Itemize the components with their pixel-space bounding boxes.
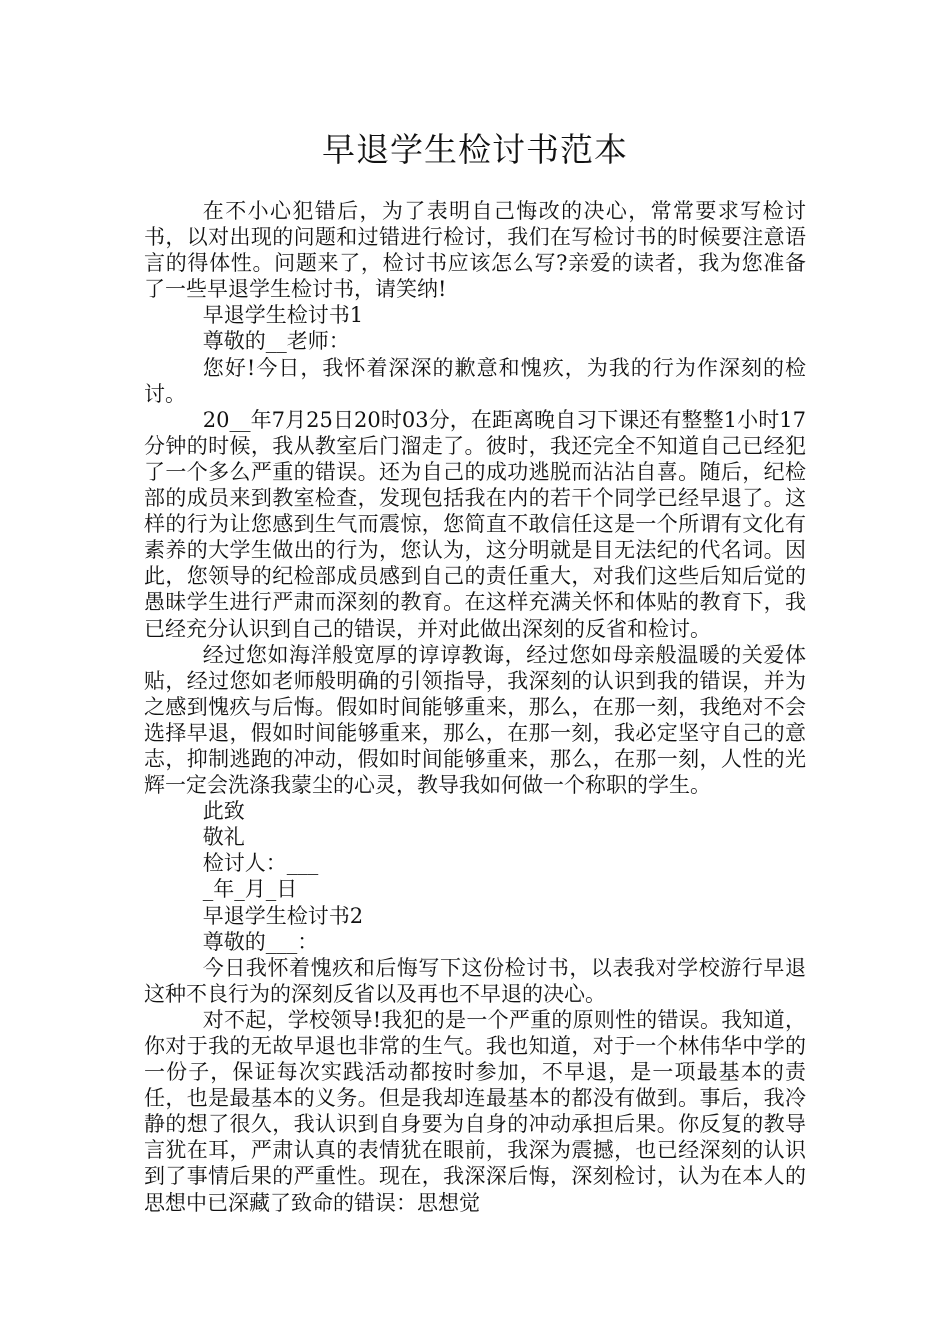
document-body [144, 198, 806, 1216]
salutation-2: 尊敬的___： [202, 929, 319, 954]
body-paragraph: 20__年7月25日20时03分，在距离晚自习下课还有整整1小时17分钟的时候，我从教室后门溜走了。彼时，我还完全不知道自己已经犯了一个多么严重的错误。还为自己的成功逃脱而沾沾自喜。随后，纪检部的成员来到教室检查，发现包括我在内的若干个同学已经早退了。这样的行为让您感到生气而震惊，您简直不敢信任这是一个所谓有文化有素养的大学生做出的行为，您认为，这分明就是目无法纪的代名词。因此，您领导的纪检部成员感到自己的责任重大，对我们这些后知后觉的愚昧学生进行严肃而深刻的教育。在这样充满关怀和体贴的教育下，我已经充分认识到自己的错误，并对此做出深刻的反省和检讨。 [144, 407, 806, 641]
body-paragraph: 经过您如海洋般宽厚的谆谆教诲，经过您如母亲般温暖的关爱体贴，经过您如老师般明确的引领指导，我深刻的认识到我的错误，并为之感到愧疚与后悔。假如时间能够重来，那么，在那一刻，我绝对不会选择早退，假如时间能够重来，那么，在那一刻，我必定坚守自己的意志，抑制逃跑的冲动，假如时间能够重来，那么，在那一刻，人性的光辉一定会洗涤我蒙尘的心灵，教导我如何做一个称职的学生。 [144, 642, 806, 798]
page-title: 早退学生检讨书范本 [322, 130, 628, 169]
section-heading-1: 早退学生检讨书1 [202, 303, 364, 328]
body-paragraph: 您好!今日，我怀着深深的歉意和愧疚，为我的行为作深刻的检讨。 [144, 355, 806, 406]
date-line: _年_月_日 [202, 877, 298, 902]
closing-line: 此致 [202, 799, 245, 824]
signature-line: 检讨人：___ [202, 851, 319, 876]
body-paragraph: 对不起，学校领导!我犯的是一个严重的原则性的错误。我知道，你对于我的无故早退也非常的生气。我也知道，对于一个林伟华中学的一份子，保证每次实践活动都按时参加，不早退，是一项最基本的责任，也是最基本的义务。但是我却连最基本的都没有做到。事后，我冷静的想了很久，我认识到自身要为自身的冲动承担后果。你反复的教导言犹在耳，严肃认真的表情犹在眼前，我深为震撼，也已经深刻的认识到了事情后果的严重性。现在，我深深后悔，深刻检讨，认为在本人的思想中已深藏了致命的错误：思想觉 [144, 1007, 806, 1215]
closing-line: 敬礼 [202, 825, 245, 850]
intro-paragraph: 在不小心犯错后，为了表明自己悔改的决心，常常要求写检讨书，以对出现的问题和过错进行检讨，我们在写检讨书的时候要注意语言的得体性。问题来了，检讨书应该怎么写?亲爱的读者，我为您准备了一些早退学生检讨书，请笑纳! [144, 199, 806, 302]
section-heading-2: 早退学生检讨书2 [202, 903, 364, 928]
body-paragraph: 今日我怀着愧疚和后悔写下这份检讨书，以表我对学校游行早退这种不良行为的深刻反省以及再也不早退的决心。 [144, 955, 806, 1006]
salutation-1: 尊敬的__老师： [202, 329, 350, 354]
